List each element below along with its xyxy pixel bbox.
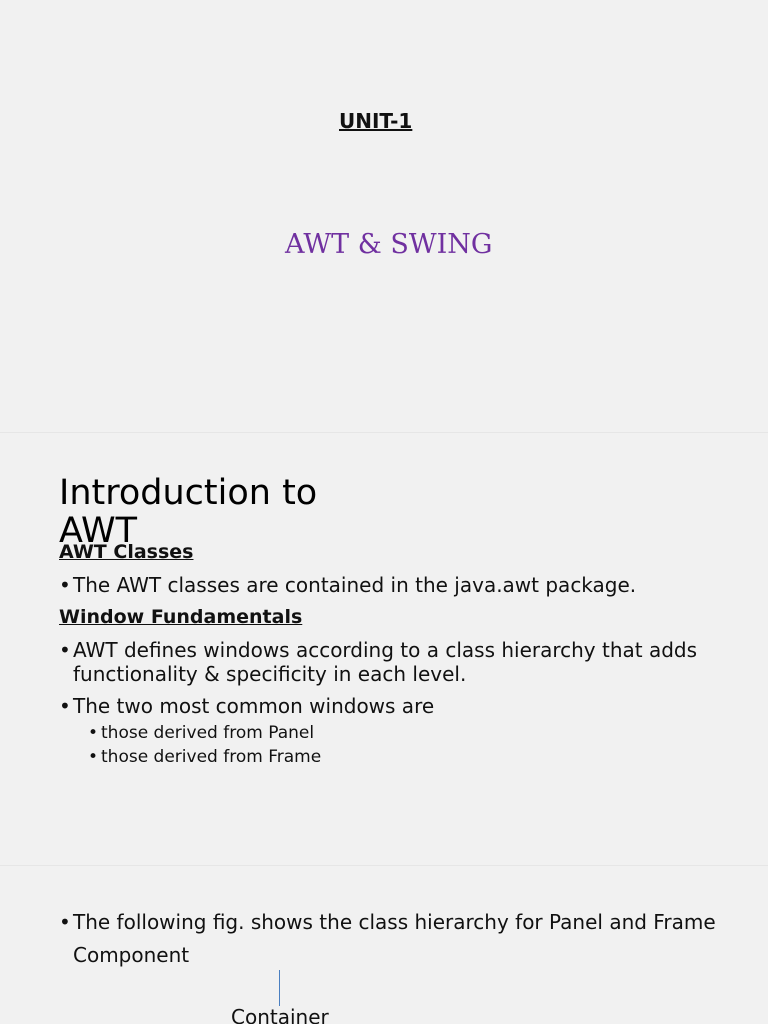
sub-bullet-text: those derived from Frame xyxy=(101,747,322,767)
bullet-icon: • xyxy=(59,573,71,597)
bullet-item xyxy=(59,573,636,597)
hierarchy-node-container: Container xyxy=(231,1005,329,1024)
bullet-icon: • xyxy=(59,910,71,934)
bullet-icon: • xyxy=(59,694,71,718)
sub-bullet-item xyxy=(88,722,314,744)
unit-label: UNIT-1 xyxy=(339,109,413,133)
section-heading-window-fundamentals: Window Fundamentals xyxy=(59,606,303,628)
bullet-text: The following fig. shows the class hierarchy for Panel and Frame xyxy=(73,910,716,934)
slide-subtitle: AWT & SWING xyxy=(285,229,493,260)
slide-title: Introduction to AWT xyxy=(59,473,318,551)
hierarchy-connector-line xyxy=(279,970,280,1006)
bullet-text-continued: Component xyxy=(73,943,190,967)
bullet-text-continued: functionality & specificity in each level. xyxy=(73,662,467,686)
sub-bullet-item xyxy=(88,746,321,768)
bullet-item xyxy=(59,694,434,718)
title-slide xyxy=(0,0,768,432)
sub-bullet-text: those derived from Panel xyxy=(101,723,315,743)
bullet-text: The AWT classes are contained in the java.awt package. xyxy=(73,573,637,597)
bullet-icon: • xyxy=(88,723,99,743)
bullet-text: AWT defines windows according to a class hierarchy that adds xyxy=(73,638,698,662)
bullet-icon: • xyxy=(88,747,99,767)
bullet-item xyxy=(59,910,716,934)
bullet-icon: • xyxy=(59,638,71,662)
bullet-text: The two most common windows are xyxy=(73,694,435,718)
bullet-item xyxy=(59,638,697,662)
section-heading-awt-classes: AWT Classes xyxy=(59,541,194,563)
